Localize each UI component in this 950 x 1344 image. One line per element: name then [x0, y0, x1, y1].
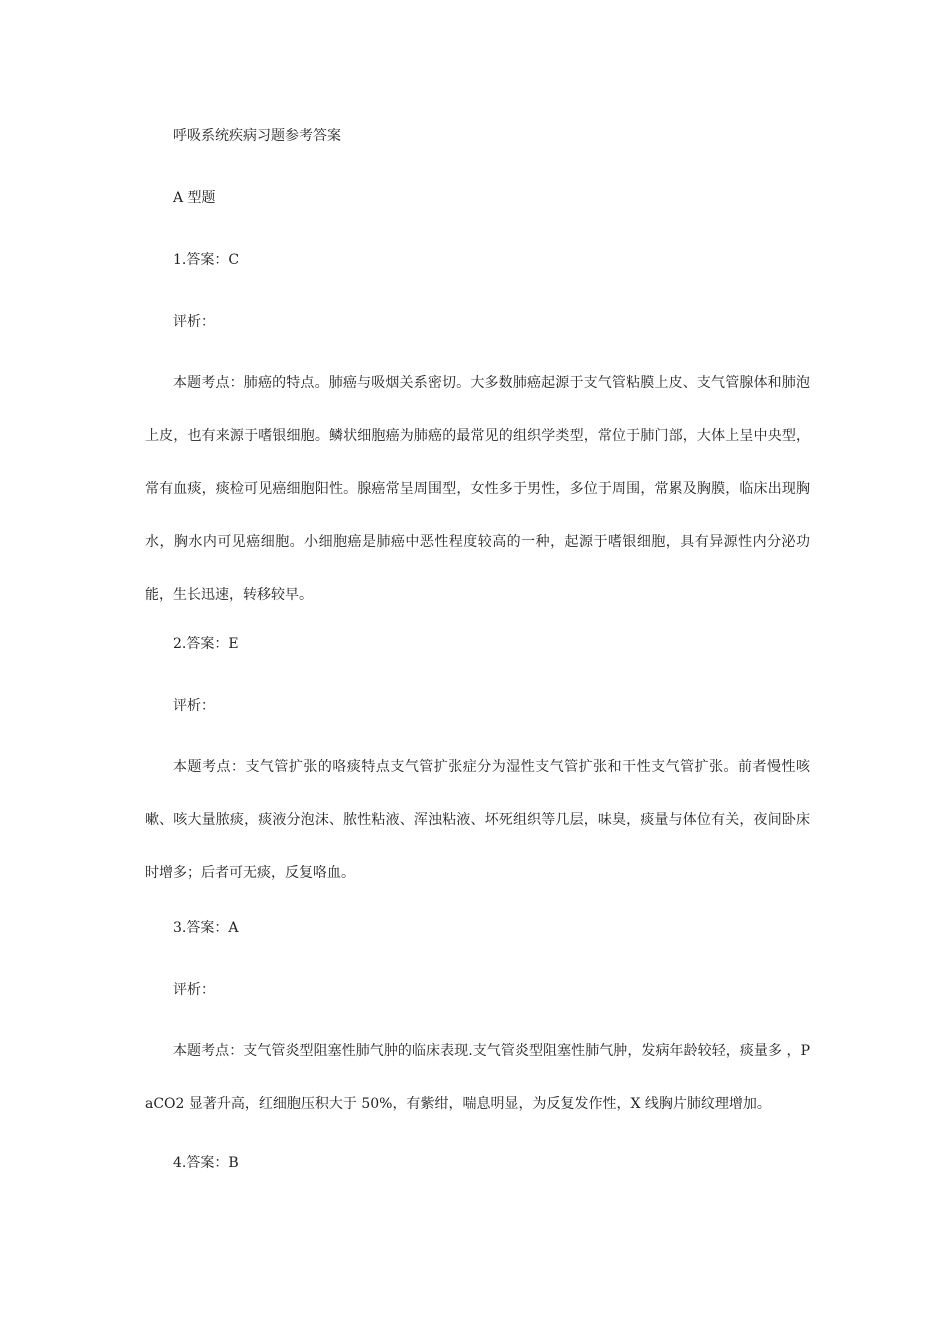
- analysis-text-3: 本题考点：支气管炎型阻塞性肺气肿的临床表现.支气管炎型阻塞性肺气肿，发病年龄较轻，痰量多 ，PaCO2 显著升高，红细胞压积大于 50%，有紫绀，喘息明显，为反复发作性，X 线胸片肺纹理增加。: [145, 1043, 810, 1112]
- document-title: 呼吸系统疾病习题参考答案: [173, 128, 341, 144]
- answer-2: 2.答案：E: [173, 636, 239, 652]
- section-heading: A 型题: [173, 190, 216, 206]
- answer-3: 3.答案：A: [173, 920, 239, 936]
- analysis-text-1: 本题考点：肺癌的特点。肺癌与吸烟关系密切。大多数肺癌起源于支气管粘膜上皮、支气管腺体和肺泡上皮，也有来源于嗜银细胞。鳞状细胞癌为肺癌的最常见的组织学类型，常位于肺门部，大体上呈中央型，常有血痰，痰检可见癌细胞阳性。腺癌常呈周围型，女性多于男性，多位于周围，常累及胸膜，临床出现胸水，胸水内可见癌细胞。小细胞癌是肺癌中恶性程度较高的一种，起源于嗜银细胞，具有异源性内分泌功能，生长迅速，转移较早。: [145, 375, 810, 603]
- answer-1: 1.答案：C: [173, 252, 240, 268]
- analysis-label-3: 评析：: [173, 982, 215, 998]
- analysis-label-1: 评析：: [173, 314, 215, 330]
- analysis-text-2: 本题考点：支气管扩张的咯痰特点支气管扩张症分为湿性支气管扩张和干性支气管扩张。前者慢性咳嗽、咳大量脓痰，痰液分泡沫、脓性粘液、浑浊粘液、坏死组织等几层，味臭，痰量与体位有关，夜间卧床时增多；后者可无痰，反复咯血。: [145, 759, 810, 881]
- analysis-label-2: 评析：: [173, 698, 215, 714]
- answer-4: 4.答案：B: [173, 1155, 239, 1171]
